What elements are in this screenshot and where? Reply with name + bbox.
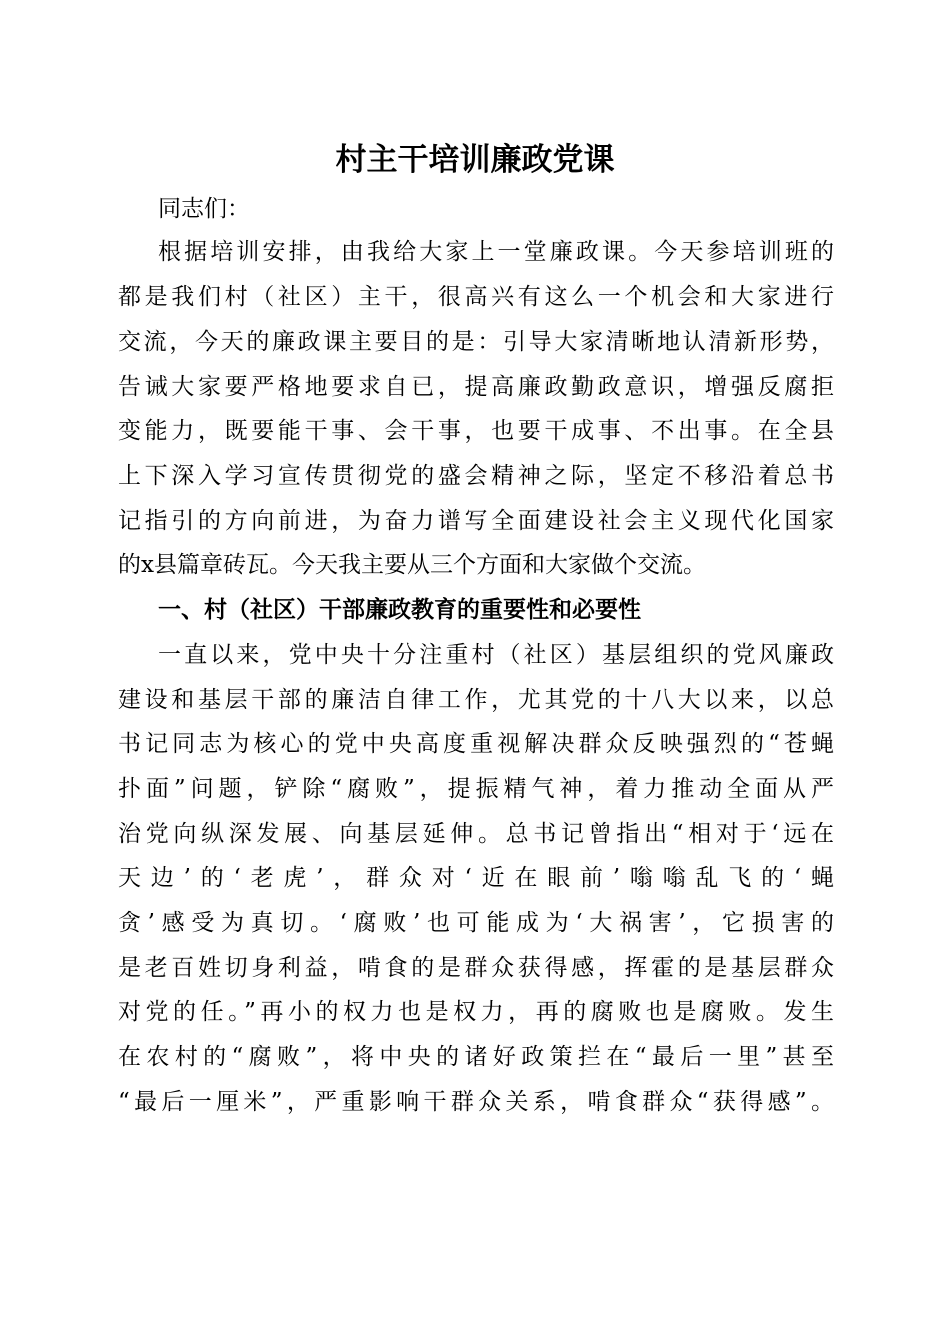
intro-line-5: 变能力，既要能干事、会干事，也要干成事、不出事。在全县: [118, 418, 834, 444]
section-line-3: 书记同志为核心的党中央高度重视解决群众反映强烈的“苍蝇: [118, 731, 834, 757]
section-line-4: 扑面”问题，铲除“腐败”，提振精气神，着力推动全面从严: [118, 776, 834, 802]
document-title: 村主干培训廉政党课: [335, 142, 615, 178]
section-line-2: 建设和基层干部的廉洁自律工作，尤其党的十八大以来，以总: [118, 687, 834, 713]
section-line-11: “最后一厘米”，严重影响干群众关系，啃食群众“获得感”。: [118, 1089, 834, 1115]
section-line-10: 在农村的“腐败”，将中央的诸好政策拦在“最后一里”甚至: [118, 1044, 834, 1070]
intro-line-4: 告诫大家要严格地要求自已，提高廉政勤政意识，增强反腐拒: [118, 374, 834, 400]
salutation: 同志们：: [158, 196, 250, 222]
section-line-8: 是老百姓切身利益，啃食的是群众获得感，挥霍的是基层群众: [118, 955, 834, 981]
section-line-9: 对党的任。”再小的权力也是权力，再的腐败也是腐败。发生: [118, 999, 834, 1025]
section-line-1: 一直以来，党中央十分注重村（社区）基层组织的党风廉政: [158, 642, 834, 668]
intro-line-3: 交流，今天的廉政课主要目的是：引导大家清晰地认清新形势，: [118, 329, 834, 355]
section-line-6: 天边’的‘老虎’，群众对‘近在眼前’嗡嗡乱飞的‘蝇: [118, 865, 834, 891]
intro-line-6: 上下深入学习宣传贯彻党的盛会精神之际，坚定不移沿着总书: [118, 463, 834, 489]
intro-line-7: 记指引的方向前进，为奋力谱写全面建设社会主义现代化国家: [118, 508, 834, 534]
intro-line-1: 根据培训安排，由我给大家上一堂廉政课。今天参培训班的: [158, 239, 834, 265]
intro-line-8: 的x县篇章砖瓦。今天我主要从三个方面和大家做个交流。: [118, 552, 706, 578]
section-heading: 一、村（社区）干部廉政教育的重要性和必要性: [158, 597, 641, 623]
intro-line-2: 都是我们村（社区）主干，很高兴有这么一个机会和大家进行: [118, 284, 834, 310]
section-line-7: 贪’感受为真切。‘腐败’也可能成为‘大祸害’，它损害的: [118, 910, 834, 936]
section-line-5: 治党向纵深发展、向基层延伸。总书记曾指出“相对于‘远在: [118, 821, 834, 847]
